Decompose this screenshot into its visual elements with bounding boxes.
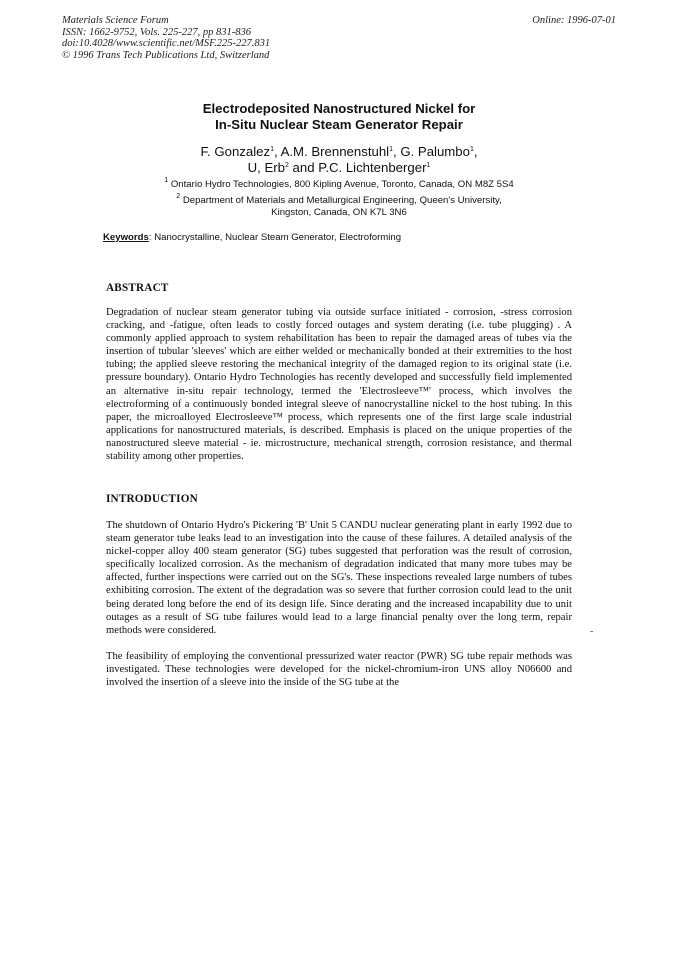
journal-header	[62, 15, 270, 61]
keywords-label: Keywords	[103, 232, 149, 243]
title-line-1: Electrodeposited Nanostructured Nickel for	[202, 101, 476, 116]
affiliation-2-line-1	[0, 195, 678, 207]
author-affiliation-mark: 2	[284, 161, 289, 169]
authors-line-1	[0, 144, 678, 160]
affiliation-1-number: 1	[164, 177, 169, 184]
author-brennenstuhl: A.M. Brennenstuhl	[280, 144, 390, 159]
affiliation-2	[0, 195, 678, 219]
author-affiliation-mark: 1	[426, 161, 431, 169]
author-separator: ,	[273, 144, 281, 159]
title-line-2: In-Situ Nuclear Steam Generator Repair	[215, 117, 463, 132]
copyright-line: © 1996 Trans Tech Publications Ltd, Switzerland	[62, 49, 270, 61]
online-date	[532, 15, 616, 27]
affiliation-1	[0, 179, 678, 191]
abstract-section	[106, 282, 572, 463]
affiliation-2-number: 2	[176, 193, 181, 200]
affiliation-2-text: Department of Materials and Metallurgical Engineering, Queen's University,	[182, 195, 502, 206]
abstract-text: Degradation of nuclear steam generator tubing via outside surface initiated - corrosion, -stress corrosion cracking, and -fatigue, often leads to costly forced outages and system derating (i.e. tube plugging) . A commonly applied approach to system rehabilitation has been to repair the damaged areas of tubes via the insertion of tubular 'sleeves' which are either welded or mechanically bonded at their extremities to the host tubing; the applied sleeve restoring the mechanical integrity of the damaged region to its original state (i.e. pressure boundary). Ontario Hydro Technologies has recently developed and successfully field implemented an alternative in-situ repair technology, termed the 'Electrosleeve™' process, which involves the electroforming of a continuously bonded integral sleeve of nanocrystalline nickel to the host tubing. In this paper, the microalloyed Electrosleeve™ process, which represents one of the first large scale industrial applications for nanostructured materials, is described. Emphasis is placed on the unique properties of the nanostructured sleeve material - ie. microstructure, mechanical strength, corrosion resistance, and thermal stability among other properties.	[106, 307, 572, 463]
affiliation-2-line-2: Kingston, Canada, ON K7L 3N6	[271, 207, 407, 218]
author-separator: ,	[393, 144, 401, 159]
author-and: and	[288, 159, 319, 175]
author-affiliation-mark: 1	[270, 146, 274, 153]
introduction-paragraph-1: The shutdown of Ontario Hydro's Pickering 'B' Unit 5 CANDU nuclear generating plant in early 1992 due to steam generator tube leaks lead to an investigation into the cause of these failures. A detailed analysis of the nickel-copper alloy 400 steam generator (SG) tubes suggested that perforation was the result of corrosion, specifically localized corrosion. As the mechanism of degradation indicated that many more tubes may be affected, further inspections were carried out on the SG's. These inspections revealed large numbers of tubes exhibiting corrosion. The extent of the degradation was so severe that further corrosion could lead to the unit being derated long before the end of its design life. Since derating and the increased incapability due to unit outages as a result of SG tube failures would lead to a large financial penalty over the long term, repair methods were considered.	[106, 520, 572, 636]
online-date-text: Online: 1996-07-01	[532, 15, 616, 26]
author-affiliation-mark: 1	[389, 146, 393, 153]
abstract-heading: ABSTRACT	[106, 282, 169, 294]
author-lichtenberger: P.C. Lichtenberger	[318, 159, 427, 175]
journal-name: Materials Science Forum	[62, 15, 169, 26]
author-affiliation-mark: 1	[469, 146, 474, 153]
authors-line-2	[0, 160, 678, 176]
author-palumbo: G. Palumbo	[400, 144, 470, 159]
author-gonzalez: F. Gonzalez	[200, 144, 271, 159]
introduction-paragraph-2: The feasibility of employing the conventional pressurized water reactor (PWR) SG tube repair methods was investigated. These technologies were developed for the nickel-chromium-iron UNS alloy N06600 and involved the insertion of a sleeve into the inside of the SG tube at the	[106, 650, 572, 689]
affiliation-1-text: Ontario Hydro Technologies, 800 Kipling Avenue, Toronto, Canada, ON M8Z 5S4	[170, 179, 514, 190]
author-separator: ,	[473, 144, 478, 159]
stray-mark: -	[590, 626, 594, 637]
keywords	[103, 232, 401, 243]
paper-title	[0, 101, 678, 133]
author-erb: U, Erb	[247, 159, 285, 175]
author-list	[0, 144, 678, 175]
doi-link[interactable]: doi:10.4028/www.scientific.net/MSF.225-227.831	[62, 38, 271, 50]
introduction-heading: INTRODUCTION	[106, 493, 198, 505]
keywords-text: : Nanocrystalline, Nuclear Steam Generator, Electroforming	[148, 232, 402, 243]
issn-line: ISSN: 1662-9752, Vols. 225-227, pp 831-836	[62, 26, 251, 38]
introduction-section	[106, 493, 572, 689]
